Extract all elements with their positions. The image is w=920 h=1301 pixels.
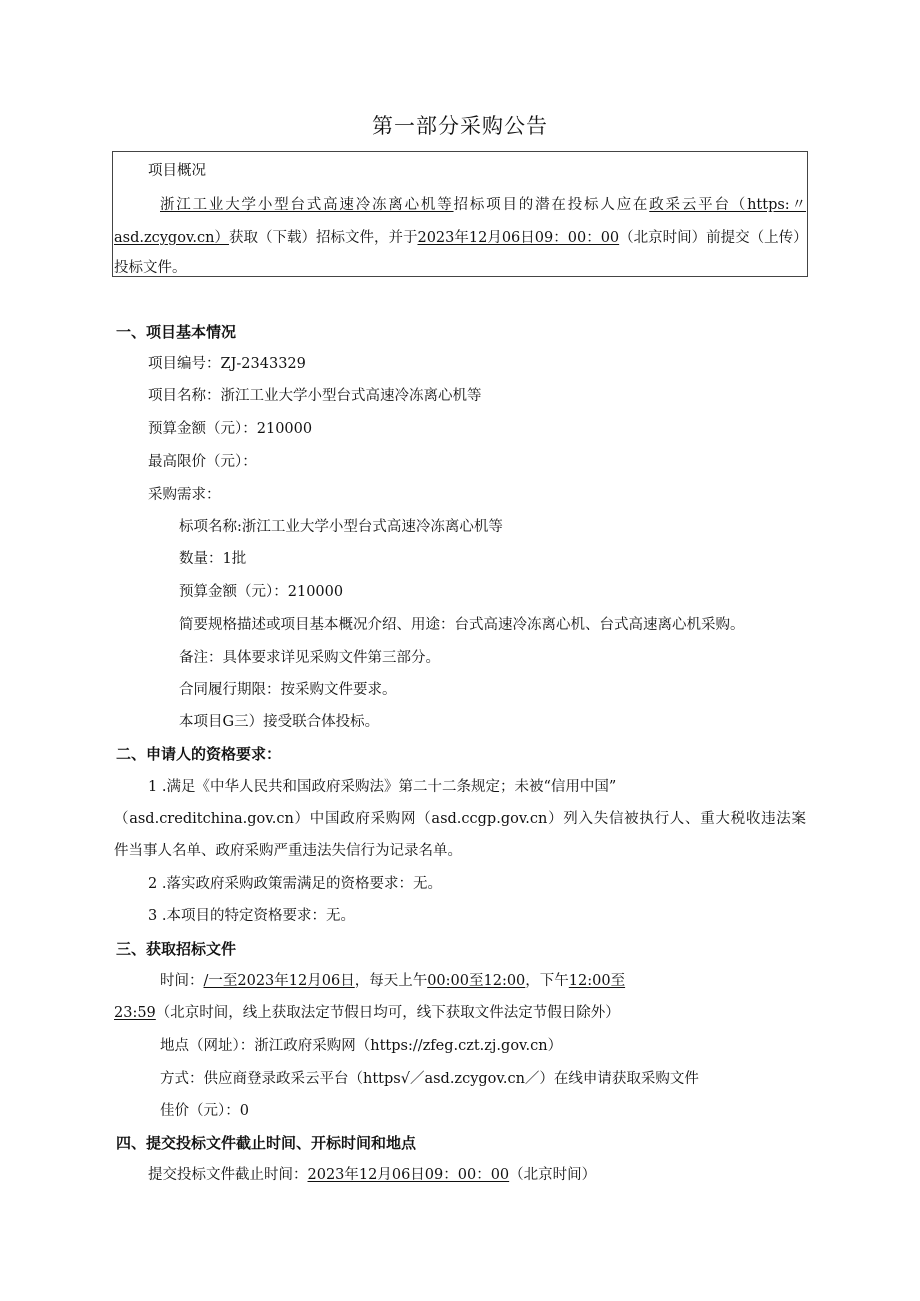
- overview-line-1: [160, 195, 806, 215]
- requirement-2: 2 .落实政府采购政策需满足的资格要求：无。: [148, 876, 442, 892]
- platform-url[interactable]: asd.zcygov.cn）: [114, 230, 229, 246]
- project-code: 项目编号：ZJ-2343329: [148, 356, 306, 372]
- lot-name: 标项名称:浙江工业大学小型台式高速冷冻离心机等: [179, 519, 503, 535]
- overview-text: （北京时间）前提交（上传）: [619, 230, 808, 246]
- section-heading-4: 四、提交投标文件截止时间、开标时间和地点: [116, 1134, 417, 1152]
- platform-link[interactable]: 政采云平台（https:〃: [649, 197, 807, 213]
- pm-start: 12:00至: [568, 973, 626, 989]
- time-text: ，每天上午: [354, 973, 428, 989]
- overview-heading: 项目概况: [148, 163, 206, 179]
- section-heading-2: 二、申请人的资格要求：: [116, 745, 282, 763]
- consortium-note: 本项目G三）接受联合体投标。: [179, 714, 380, 730]
- requirement-1-line-3: 件当事人名单、政府采购严重违法失信行为记录名单。: [114, 843, 462, 859]
- section-heading-1: 一、项目基本情况: [116, 323, 237, 341]
- budget: 预算金额（元）：210000: [148, 421, 313, 437]
- time-text: ，下午: [525, 973, 569, 989]
- deadline-value: 2023年12月06日09：00：00: [307, 1167, 510, 1183]
- overview-text: 获取（下载）招标文件，并于: [228, 230, 418, 246]
- project-name: 项目名称：浙江工业大学小型台式高速冷冻离心机等: [148, 388, 482, 404]
- requirement-1-line-2: （asd.creditchina.gov.cn）中国政府采购网（asd.ccgp.gov.cn）列入失信被执行人、重大税收违法案: [114, 811, 806, 827]
- section-heading-3: 三、获取招标文件: [116, 940, 237, 958]
- time-line: [160, 971, 625, 991]
- max-price: 最高限价（元）：: [148, 454, 257, 470]
- requirement-1-line-1: 1 .满足《中华人民共和国政府采购法》第二十二条规定；未被“信用中国”: [148, 779, 617, 795]
- time-start: /一至2023年12月06日: [203, 973, 355, 989]
- deadline-line: [148, 1165, 596, 1185]
- document-price: 佳价（元）：0: [160, 1103, 249, 1119]
- quantity: 数量：1批: [179, 551, 247, 567]
- page-title: 第一部分采购公告: [372, 114, 548, 138]
- remark: 备注：具体要求详见采购文件第三部分。: [179, 650, 440, 666]
- overview-line-3: 投标文件。: [114, 260, 187, 276]
- time-line-2: [114, 1003, 620, 1023]
- overview-text: 招标项目的潜在投标人应在: [453, 197, 650, 213]
- description: 简要规格描述或项目基本概况介绍、用途：台式高速冷冻离心机、台式高速离心机采购。: [179, 617, 745, 633]
- purchase-needs: 采购需求：: [148, 487, 221, 503]
- time-note: （北京时间，线上获取法定节假日均可，线下获取文件法定节假日除外）: [155, 1005, 620, 1021]
- requirement-3: 3 .本项目的特定资格要求：无。: [148, 908, 355, 924]
- place: 地点（网址）：浙江政府采购网（https://zfeg.czt.zj.gov.cn）: [160, 1038, 563, 1054]
- deadline-note: （北京时间）: [509, 1167, 597, 1183]
- time-label: 时间：: [160, 973, 204, 989]
- method: 方式：供应商登录政采云平台（https√／asd.zcygov.cn／）在线申请获取采购文件: [160, 1071, 699, 1087]
- overview-line-2: [114, 228, 806, 248]
- contract-term: 合同履行期限：按采购文件要求。: [179, 682, 397, 698]
- deadline-label: 提交投标文件截止时间：: [148, 1167, 308, 1183]
- lot-budget: 预算金额（元）：210000: [179, 584, 344, 600]
- pm-end: 23:59: [114, 1005, 156, 1021]
- deadline-date: 2023年12月06日09：00：00: [417, 230, 620, 246]
- project-name-link: 浙江工业大学小型台式高速冷冻离心机等: [160, 197, 454, 213]
- am-hours: 00:00至12:00: [427, 973, 526, 989]
